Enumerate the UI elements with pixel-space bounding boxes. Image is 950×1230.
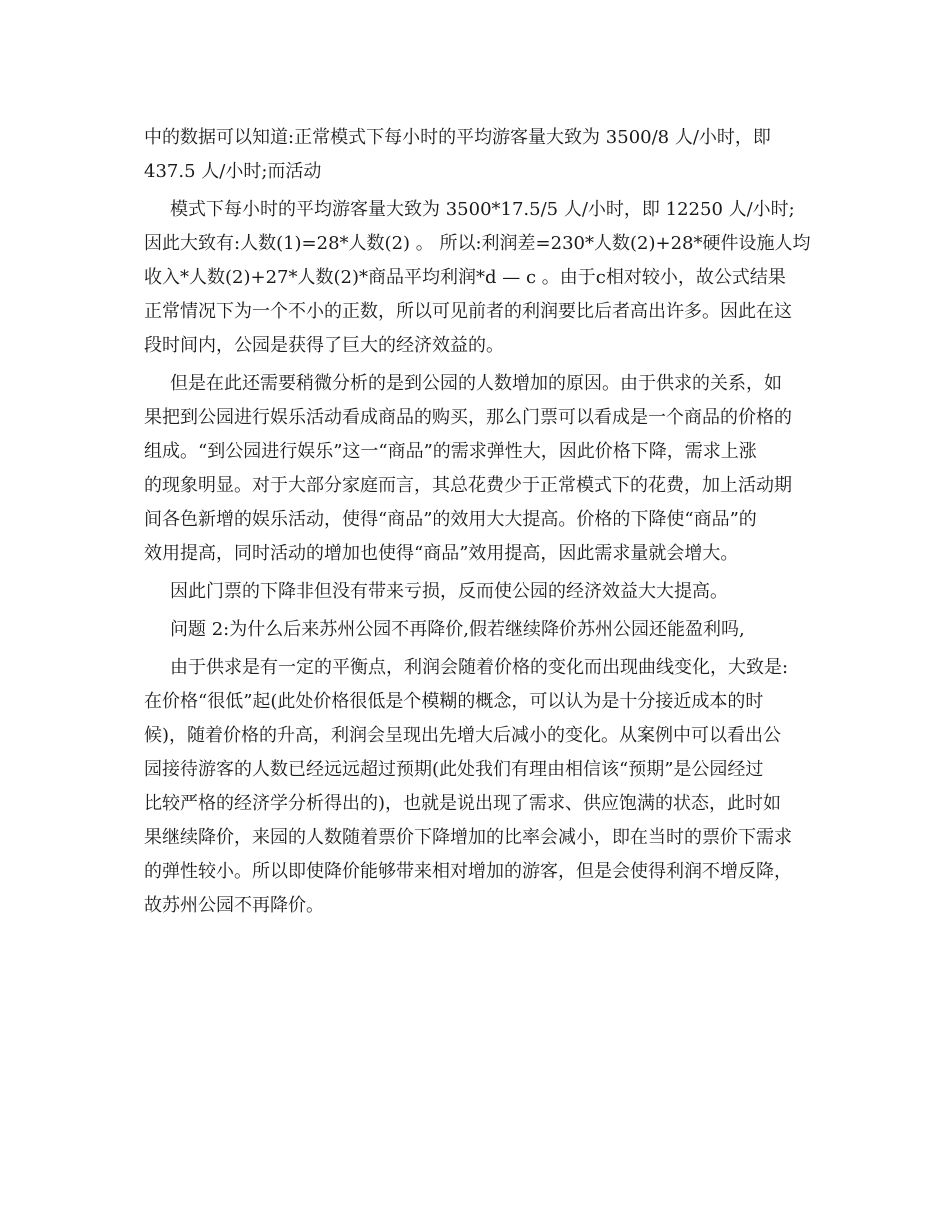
text-line: 由于供求是有一定的平衡点，利润会随着价格的变化而出现曲线变化，大致是: (170, 657, 789, 678)
text-line: 段时间内，公园是获得了巨大的经济效益的。 (144, 335, 504, 356)
text-line: 因此大致有:人数(1)=28*人数(2) 。 所以:利润差=230*人数(2)+28*硬件设施人均 (144, 233, 811, 254)
text-line: 在价格“很低”起(此处价格很低是个模糊的概念，可以认为是十分接近成本的时 (144, 691, 764, 712)
text-line: 比较严格的经济学分析得出的)，也就是说出现了需求、供应饱满的状态，此时如 (144, 793, 782, 814)
text-line: 果把到公园进行娱乐活动看成商品的购买，那么门票可以看成是一个商品的价格的 (144, 407, 792, 428)
text-line: 的现象明显。对于大部分家庭而言，其总花费少于正常模式下的花费，加上活动期 (144, 475, 792, 496)
text-line: 效用提高，同时活动的增加也使得“商品”效用提高，因此需求量就会增大。 (144, 543, 739, 564)
document-body (144, 121, 834, 923)
text-line: 中的数据可以知道:正常模式下每小时的平均游客量大致为 3500/8 人/小时，即 (144, 127, 771, 148)
text-line: 437.5 人/小时;而活动 (144, 161, 322, 182)
text-line: 园接待游客的人数已经远远超过预期(此处我们有理由相信该“预期”是公园经过 (144, 759, 764, 780)
text-line: 的弹性较小。所以即使降价能够带来相对增加的游客，但是会使得利润不增反降， (144, 861, 792, 882)
text-line: 因此门票的下降非但没有带来亏损，反而使公园的经济效益大大提高。 (170, 581, 728, 602)
text-line: 模式下每小时的平均游客量大致为 3500*17.5/5 人/小时，即 12250 人/小时; (170, 199, 795, 220)
text-line: 但是在此还需要稍微分析的是到公园的人数增加的原因。由于供求的关系，如 (170, 373, 782, 394)
text-line: 间各色新增的娱乐活动，使得“商品”的效用大大提高。价格的下降使“商品”的 (144, 509, 757, 530)
text-line: 故苏州公园不再降价。 (144, 895, 324, 916)
text-line: 候)，随着价格的升高，利润会呈现出先增大后减小的变化。从案例中可以看出公 (144, 725, 782, 746)
text-line: 组成。“到公园进行娱乐”这一“商品”的需求弹性大，因此价格下降，需求上涨 (144, 441, 757, 462)
text-line: 果继续降价，来园的人数随着票价下降增加的比率会减小，即在当时的票价下需求 (144, 827, 792, 848)
text-line: 正常情况下为一个不小的正数，所以可见前者的利润要比后者高出许多。因此在这 (144, 301, 792, 322)
text-line: 问题 2:为什么后来苏州公园不再降价,假若继续降价苏州公园还能盈利吗, (170, 619, 745, 640)
text-line: 收入*人数(2)+27*人数(2)*商品平均利润*d — c 。由于c相对较小，故公式结果 (144, 267, 786, 288)
